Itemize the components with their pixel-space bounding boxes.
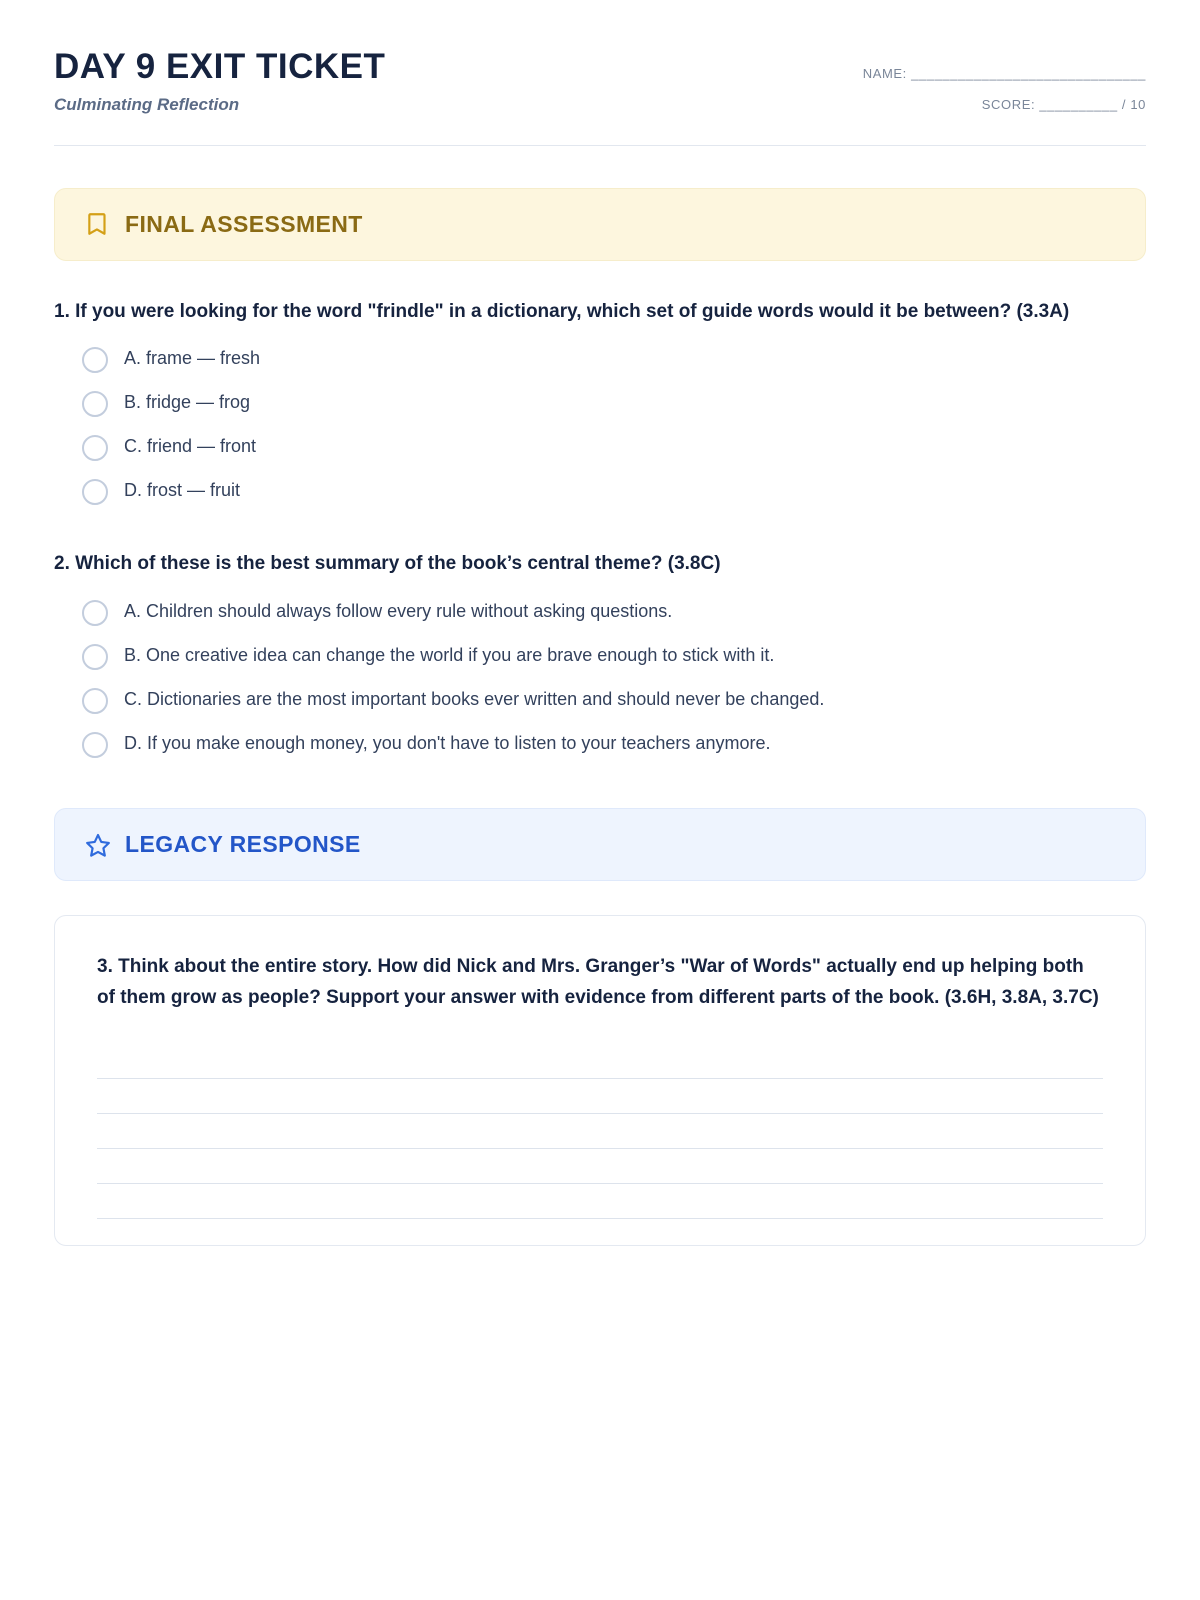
write-line[interactable] bbox=[97, 1114, 1103, 1149]
star-icon bbox=[85, 832, 111, 858]
radio-bubble-icon[interactable] bbox=[82, 479, 108, 505]
write-line[interactable] bbox=[97, 1149, 1103, 1184]
question-2 bbox=[54, 549, 1146, 766]
book-icon bbox=[85, 211, 111, 237]
option-2d[interactable] bbox=[54, 722, 1146, 766]
option-2d-label: D. If you make enough money, you don't have to listen to your teachers anymore. bbox=[124, 733, 771, 754]
radio-bubble-icon[interactable] bbox=[82, 391, 108, 417]
question-1-text: 1. If you were looking for the word "frindle" in a dictionary, which set of guide words would it be between? (3.3A) bbox=[54, 300, 1070, 322]
radio-bubble-icon[interactable] bbox=[82, 600, 108, 626]
write-line[interactable] bbox=[97, 1184, 1103, 1219]
radio-bubble-icon[interactable] bbox=[82, 644, 108, 670]
option-1a-label: A. frame — fresh bbox=[124, 348, 261, 369]
section-banner-final-assessment bbox=[54, 188, 1146, 261]
student-meta bbox=[846, 44, 1146, 112]
option-1d[interactable] bbox=[54, 469, 1146, 513]
section-banner-legacy-response bbox=[54, 808, 1146, 881]
question-3-text: 3. Think about the entire story. How did Nick and Mrs. Granger’s "War of Words" actually end up helping both of them grow as people? Support your answer with evidence from different parts of the book. (3.6H, 3.8A, 3.7C) bbox=[97, 956, 1099, 1008]
header-divider bbox=[54, 145, 1146, 146]
option-2c-label: C. Dictionaries are the most important books ever written and should never be changed. bbox=[124, 689, 825, 710]
option-2a-label: A. Children should always follow every rule without asking questions. bbox=[124, 601, 673, 622]
option-1c-label: C. friend — front bbox=[124, 436, 257, 457]
name-field[interactable]: NAME: ______________________________ bbox=[862, 66, 1146, 81]
option-1b-label: B. fridge — frog bbox=[124, 392, 251, 413]
section-title-final-assessment: FINAL ASSESSMENT bbox=[125, 210, 363, 237]
page-title: DAY 9 EXIT TICKET bbox=[54, 47, 386, 86]
question-1 bbox=[54, 297, 1146, 514]
worksheet-header bbox=[54, 44, 1146, 115]
option-2b-label: B. One creative idea can change the world if you are brave enough to stick with it. bbox=[124, 645, 775, 666]
header-title-group bbox=[54, 44, 385, 115]
question-2-text: 2. Which of these is the best summary of the book’s central theme? (3.8C) bbox=[54, 553, 721, 575]
free-response-card bbox=[54, 915, 1146, 1246]
radio-bubble-icon[interactable] bbox=[82, 347, 108, 373]
write-line[interactable] bbox=[97, 1044, 1103, 1079]
option-2b[interactable] bbox=[54, 634, 1146, 678]
option-1c[interactable] bbox=[54, 425, 1146, 469]
question-1-options bbox=[54, 337, 1146, 513]
page-subtitle: Culminating Reflection bbox=[54, 94, 240, 114]
radio-bubble-icon[interactable] bbox=[82, 688, 108, 714]
answer-writing-lines[interactable] bbox=[97, 1044, 1103, 1219]
option-1d-label: D. frost — fruit bbox=[124, 480, 241, 501]
question-2-options bbox=[54, 590, 1146, 766]
radio-bubble-icon[interactable] bbox=[82, 732, 108, 758]
option-1b[interactable] bbox=[54, 381, 1146, 425]
option-2a[interactable] bbox=[54, 590, 1146, 634]
option-1a[interactable] bbox=[54, 337, 1146, 381]
section-title-legacy-response: LEGACY RESPONSE bbox=[125, 831, 361, 858]
score-field[interactable]: SCORE: __________ / 10 bbox=[981, 97, 1146, 112]
write-line[interactable] bbox=[97, 1079, 1103, 1114]
radio-bubble-icon[interactable] bbox=[82, 435, 108, 461]
option-2c[interactable] bbox=[54, 678, 1146, 722]
